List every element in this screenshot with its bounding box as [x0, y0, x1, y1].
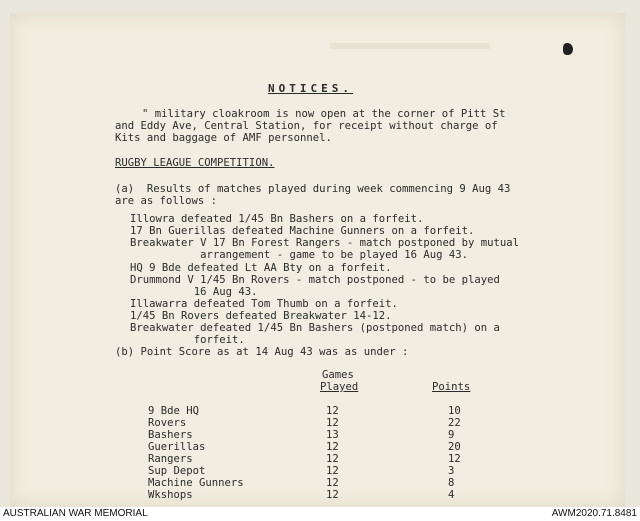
team-name: Machine Gunners: [148, 477, 244, 489]
team-name: Rovers: [148, 417, 187, 429]
result-line: Illowra defeated 1/45 Bn Bashers on a forfeit.: [130, 213, 424, 225]
result-line: 17 Bn Guerillas defeated Machine Gunners on a forfeit.: [130, 225, 475, 237]
points-value: 10: [448, 405, 461, 417]
table-row: [148, 465, 488, 477]
result-line: Breakwater defeated 1/45 Bn Bashers (postponed match) on a: [130, 322, 500, 334]
header-played: Played: [320, 381, 359, 393]
document-title: NOTICES.: [268, 82, 353, 95]
result-line: Illawarra defeated Tom Thumb on a forfeit.: [130, 298, 398, 310]
team-name: Bashers: [148, 429, 193, 441]
points-value: 4: [448, 489, 455, 501]
table-row: [148, 477, 488, 489]
team-name: Sup Depot: [148, 465, 206, 477]
part-a-line-1: (a) Results of matches played during week commencing 9 Aug 43: [115, 183, 511, 195]
games-played: 12: [326, 405, 339, 417]
header-points: Points: [432, 381, 471, 393]
points-value: 8: [448, 477, 455, 489]
table-row: [148, 441, 488, 453]
team-name: Guerillas: [148, 441, 206, 453]
points-value: 22: [448, 417, 461, 429]
part-a-line-2: are as follows :: [115, 195, 218, 207]
archive-name: AUSTRALIAN WAR MEMORIAL: [3, 508, 148, 519]
header-games: Games: [322, 369, 354, 381]
table-row: [148, 489, 488, 501]
games-played: 12: [326, 465, 339, 477]
games-played: 12: [326, 453, 339, 465]
games-played: 12: [326, 441, 339, 453]
points-value: 20: [448, 441, 461, 453]
ink-blot-mark: [563, 43, 573, 55]
team-name: Rangers: [148, 453, 193, 465]
notice-line-1: " military cloakroom is now open at the corner of Pitt St: [142, 108, 506, 120]
team-name: 9 Bde HQ: [148, 405, 200, 417]
notice-line-2: and Eddy Ave, Central Station, for receipt without charge of: [115, 120, 498, 132]
section-heading: RUGBY LEAGUE COMPETITION.: [115, 157, 275, 169]
part-b-line: (b) Point Score as at 14 Aug 43 was as under :: [115, 346, 409, 358]
result-line: Drummond V 1/45 Bn Rovers - match postponed - to be played: [130, 274, 500, 286]
games-played: 12: [326, 477, 339, 489]
result-line: forfeit.: [130, 334, 245, 346]
points-value: 3: [448, 465, 455, 477]
team-name: Wkshops: [148, 489, 193, 501]
games-played: 12: [326, 417, 339, 429]
table-row: [148, 429, 488, 441]
result-line: 16 Aug 43.: [130, 286, 258, 298]
result-line: arrangement - game to be played 16 Aug 43.: [130, 249, 469, 261]
result-line: 1/45 Bn Rovers defeated Breakwater 14-12.: [130, 310, 392, 322]
result-line: HQ 9 Bde defeated Lt AA Bty on a forfeit.: [130, 262, 392, 274]
bleed-through-text: [330, 43, 490, 49]
games-played: 13: [326, 429, 339, 441]
games-played: 12: [326, 489, 339, 501]
points-value: 9: [448, 429, 455, 441]
table-row: [148, 453, 488, 465]
table-row: [148, 405, 488, 417]
result-line: Breakwater V 17 Bn Forest Rangers - match postponed by mutual: [130, 237, 520, 249]
document-page: [10, 13, 625, 507]
points-value: 12: [448, 453, 461, 465]
table-row: [148, 417, 488, 429]
archive-footer: [0, 507, 640, 521]
notice-line-3: Kits and baggage of AMF personnel.: [115, 132, 332, 144]
archive-reference: AWM2020.71.8481: [551, 508, 637, 519]
